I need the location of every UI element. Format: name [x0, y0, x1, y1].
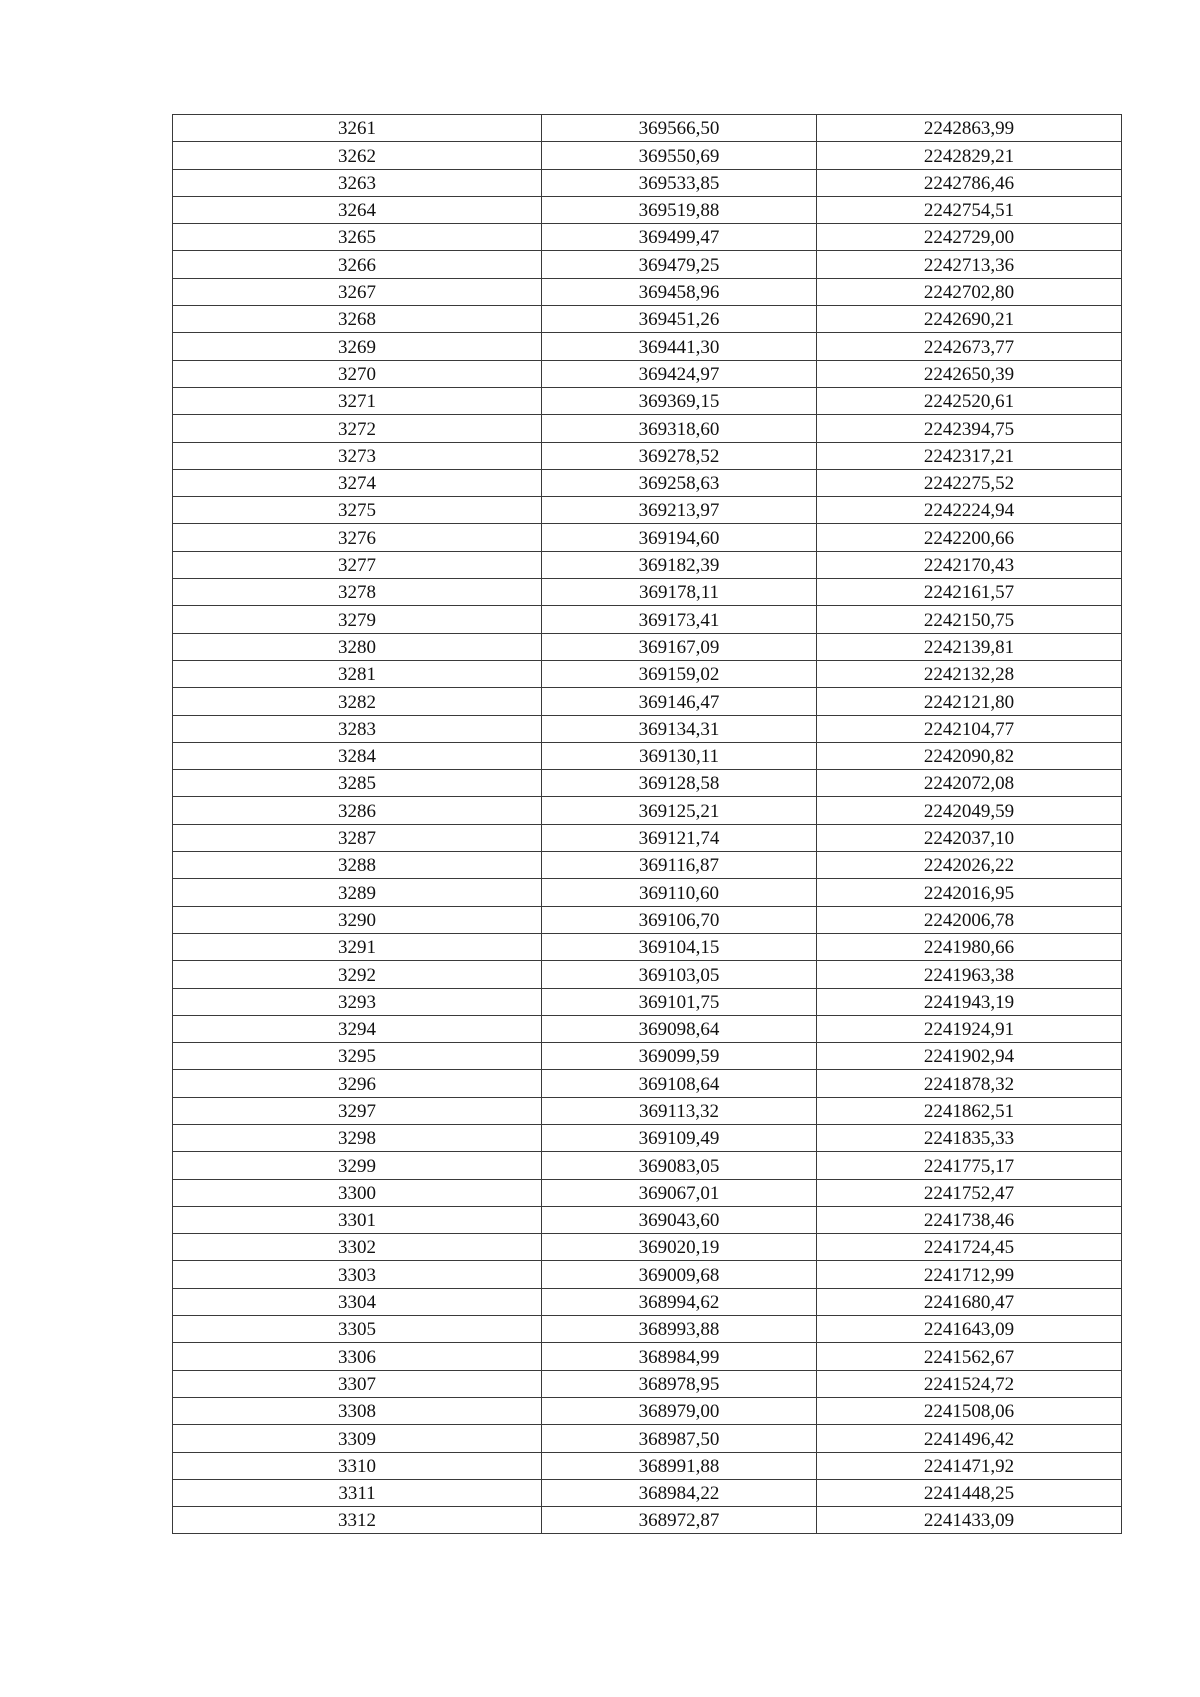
point-number-cell: 3275 [173, 497, 542, 524]
table-row [173, 906, 1122, 933]
x-coordinate-cell: 369099,59 [542, 1043, 817, 1070]
x-coordinate-cell: 369128,58 [542, 770, 817, 797]
point-number-cell: 3282 [173, 688, 542, 715]
y-coordinate-cell: 2241643,09 [817, 1316, 1122, 1343]
table-row [173, 1343, 1122, 1370]
x-coordinate-cell: 369458,96 [542, 278, 817, 305]
point-number-cell: 3266 [173, 251, 542, 278]
point-number-cell: 3294 [173, 1015, 542, 1042]
table-row [173, 442, 1122, 469]
y-coordinate-cell: 2242049,59 [817, 797, 1122, 824]
table-row [173, 1015, 1122, 1042]
y-coordinate-cell: 2241433,09 [817, 1507, 1122, 1534]
table-row [173, 333, 1122, 360]
table-row [173, 1206, 1122, 1233]
point-number-cell: 3269 [173, 333, 542, 360]
x-coordinate-cell: 369043,60 [542, 1206, 817, 1233]
y-coordinate-cell: 2242132,28 [817, 660, 1122, 687]
y-coordinate-cell: 2242520,61 [817, 387, 1122, 414]
table-row [173, 824, 1122, 851]
y-coordinate-cell: 2241980,66 [817, 933, 1122, 960]
table-row [173, 770, 1122, 797]
table-row [173, 1316, 1122, 1343]
y-coordinate-cell: 2242224,94 [817, 497, 1122, 524]
table-row [173, 1043, 1122, 1070]
table-row [173, 1507, 1122, 1534]
y-coordinate-cell: 2241471,92 [817, 1452, 1122, 1479]
point-number-cell: 3301 [173, 1206, 542, 1233]
point-number-cell: 3311 [173, 1479, 542, 1506]
x-coordinate-cell: 368991,88 [542, 1452, 817, 1479]
y-coordinate-cell: 2242713,36 [817, 251, 1122, 278]
table-row [173, 1452, 1122, 1479]
table-row [173, 1479, 1122, 1506]
y-coordinate-cell: 2242161,57 [817, 579, 1122, 606]
y-coordinate-cell: 2242786,46 [817, 169, 1122, 196]
table-row [173, 115, 1122, 142]
x-coordinate-cell: 369441,30 [542, 333, 817, 360]
table-row [173, 1124, 1122, 1151]
y-coordinate-cell: 2242090,82 [817, 742, 1122, 769]
y-coordinate-cell: 2241496,42 [817, 1425, 1122, 1452]
y-coordinate-cell: 2241835,33 [817, 1124, 1122, 1151]
point-number-cell: 3306 [173, 1343, 542, 1370]
point-number-cell: 3299 [173, 1152, 542, 1179]
x-coordinate-cell: 369318,60 [542, 415, 817, 442]
table-row [173, 1425, 1122, 1452]
x-coordinate-cell: 368987,50 [542, 1425, 817, 1452]
y-coordinate-cell: 2242275,52 [817, 469, 1122, 496]
table-row [173, 1370, 1122, 1397]
table-row [173, 961, 1122, 988]
table-row [173, 606, 1122, 633]
y-coordinate-cell: 2241508,06 [817, 1397, 1122, 1424]
x-coordinate-cell: 369146,47 [542, 688, 817, 715]
y-coordinate-cell: 2241902,94 [817, 1043, 1122, 1070]
table-row [173, 988, 1122, 1015]
table-row [173, 1261, 1122, 1288]
table-row [173, 1288, 1122, 1315]
table-row [173, 469, 1122, 496]
x-coordinate-cell: 369083,05 [542, 1152, 817, 1179]
y-coordinate-cell: 2242016,95 [817, 879, 1122, 906]
y-coordinate-cell: 2242139,81 [817, 633, 1122, 660]
table-row [173, 688, 1122, 715]
y-coordinate-cell: 2242690,21 [817, 306, 1122, 333]
point-number-cell: 3298 [173, 1124, 542, 1151]
x-coordinate-cell: 369182,39 [542, 551, 817, 578]
x-coordinate-cell: 369519,88 [542, 196, 817, 223]
table-row [173, 497, 1122, 524]
y-coordinate-cell: 2242170,43 [817, 551, 1122, 578]
table-row [173, 415, 1122, 442]
table-row [173, 1097, 1122, 1124]
y-coordinate-cell: 2241878,32 [817, 1070, 1122, 1097]
point-number-cell: 3307 [173, 1370, 542, 1397]
y-coordinate-cell: 2242754,51 [817, 196, 1122, 223]
point-number-cell: 3293 [173, 988, 542, 1015]
point-number-cell: 3285 [173, 770, 542, 797]
point-number-cell: 3300 [173, 1179, 542, 1206]
coordinates-table-body [173, 115, 1122, 1534]
point-number-cell: 3310 [173, 1452, 542, 1479]
point-number-cell: 3268 [173, 306, 542, 333]
table-row [173, 387, 1122, 414]
x-coordinate-cell: 369178,11 [542, 579, 817, 606]
x-coordinate-cell: 369101,75 [542, 988, 817, 1015]
x-coordinate-cell: 369424,97 [542, 360, 817, 387]
y-coordinate-cell: 2242673,77 [817, 333, 1122, 360]
point-number-cell: 3302 [173, 1234, 542, 1261]
x-coordinate-cell: 369173,41 [542, 606, 817, 633]
point-number-cell: 3267 [173, 278, 542, 305]
table-row [173, 524, 1122, 551]
table-row [173, 660, 1122, 687]
y-coordinate-cell: 2241562,67 [817, 1343, 1122, 1370]
point-number-cell: 3262 [173, 142, 542, 169]
point-number-cell: 3297 [173, 1097, 542, 1124]
point-number-cell: 3276 [173, 524, 542, 551]
table-row [173, 169, 1122, 196]
table-row [173, 1234, 1122, 1261]
point-number-cell: 3295 [173, 1043, 542, 1070]
y-coordinate-cell: 2242317,21 [817, 442, 1122, 469]
x-coordinate-cell: 369479,25 [542, 251, 817, 278]
x-coordinate-cell: 369110,60 [542, 879, 817, 906]
point-number-cell: 3273 [173, 442, 542, 469]
point-number-cell: 3296 [173, 1070, 542, 1097]
x-coordinate-cell: 369213,97 [542, 497, 817, 524]
y-coordinate-cell: 2242006,78 [817, 906, 1122, 933]
table-row [173, 715, 1122, 742]
table-row [173, 142, 1122, 169]
point-number-cell: 3265 [173, 224, 542, 251]
x-coordinate-cell: 369533,85 [542, 169, 817, 196]
x-coordinate-cell: 369451,26 [542, 306, 817, 333]
point-number-cell: 3261 [173, 115, 542, 142]
table-row [173, 1397, 1122, 1424]
y-coordinate-cell: 2242729,00 [817, 224, 1122, 251]
y-coordinate-cell: 2242104,77 [817, 715, 1122, 742]
table-row [173, 306, 1122, 333]
y-coordinate-cell: 2242121,80 [817, 688, 1122, 715]
table-row [173, 224, 1122, 251]
x-coordinate-cell: 368972,87 [542, 1507, 817, 1534]
x-coordinate-cell: 369113,32 [542, 1097, 817, 1124]
point-number-cell: 3305 [173, 1316, 542, 1343]
y-coordinate-cell: 2242026,22 [817, 852, 1122, 879]
point-number-cell: 3286 [173, 797, 542, 824]
table-row [173, 278, 1122, 305]
x-coordinate-cell: 369167,09 [542, 633, 817, 660]
point-number-cell: 3309 [173, 1425, 542, 1452]
x-coordinate-cell: 369134,31 [542, 715, 817, 742]
x-coordinate-cell: 368993,88 [542, 1316, 817, 1343]
x-coordinate-cell: 369125,21 [542, 797, 817, 824]
point-number-cell: 3270 [173, 360, 542, 387]
table-row [173, 1152, 1122, 1179]
table-row [173, 879, 1122, 906]
y-coordinate-cell: 2242150,75 [817, 606, 1122, 633]
table-row [173, 933, 1122, 960]
table-row [173, 633, 1122, 660]
x-coordinate-cell: 369499,47 [542, 224, 817, 251]
y-coordinate-cell: 2241752,47 [817, 1179, 1122, 1206]
x-coordinate-cell: 369550,69 [542, 142, 817, 169]
point-number-cell: 3312 [173, 1507, 542, 1534]
y-coordinate-cell: 2242650,39 [817, 360, 1122, 387]
point-number-cell: 3289 [173, 879, 542, 906]
table-row [173, 579, 1122, 606]
y-coordinate-cell: 2241862,51 [817, 1097, 1122, 1124]
point-number-cell: 3303 [173, 1261, 542, 1288]
point-number-cell: 3304 [173, 1288, 542, 1315]
table-row [173, 1070, 1122, 1097]
table-row [173, 797, 1122, 824]
x-coordinate-cell: 369098,64 [542, 1015, 817, 1042]
point-number-cell: 3288 [173, 852, 542, 879]
point-number-cell: 3277 [173, 551, 542, 578]
x-coordinate-cell: 369009,68 [542, 1261, 817, 1288]
x-coordinate-cell: 369278,52 [542, 442, 817, 469]
x-coordinate-cell: 368994,62 [542, 1288, 817, 1315]
x-coordinate-cell: 369369,15 [542, 387, 817, 414]
point-number-cell: 3287 [173, 824, 542, 851]
y-coordinate-cell: 2242037,10 [817, 824, 1122, 851]
coordinates-table [172, 114, 1122, 1534]
y-coordinate-cell: 2241524,72 [817, 1370, 1122, 1397]
x-coordinate-cell: 369566,50 [542, 115, 817, 142]
y-coordinate-cell: 2242863,99 [817, 115, 1122, 142]
y-coordinate-cell: 2241924,91 [817, 1015, 1122, 1042]
y-coordinate-cell: 2242200,66 [817, 524, 1122, 551]
x-coordinate-cell: 369108,64 [542, 1070, 817, 1097]
point-number-cell: 3272 [173, 415, 542, 442]
y-coordinate-cell: 2241775,17 [817, 1152, 1122, 1179]
point-number-cell: 3290 [173, 906, 542, 933]
x-coordinate-cell: 369130,11 [542, 742, 817, 769]
x-coordinate-cell: 369104,15 [542, 933, 817, 960]
point-number-cell: 3291 [173, 933, 542, 960]
table-row [173, 1179, 1122, 1206]
x-coordinate-cell: 369159,02 [542, 660, 817, 687]
point-number-cell: 3274 [173, 469, 542, 496]
table-row [173, 852, 1122, 879]
x-coordinate-cell: 369121,74 [542, 824, 817, 851]
x-coordinate-cell: 369106,70 [542, 906, 817, 933]
y-coordinate-cell: 2241448,25 [817, 1479, 1122, 1506]
x-coordinate-cell: 368979,00 [542, 1397, 817, 1424]
point-number-cell: 3264 [173, 196, 542, 223]
x-coordinate-cell: 369103,05 [542, 961, 817, 988]
x-coordinate-cell: 369067,01 [542, 1179, 817, 1206]
point-number-cell: 3263 [173, 169, 542, 196]
y-coordinate-cell: 2241724,45 [817, 1234, 1122, 1261]
table-row [173, 742, 1122, 769]
y-coordinate-cell: 2241963,38 [817, 961, 1122, 988]
y-coordinate-cell: 2241712,99 [817, 1261, 1122, 1288]
point-number-cell: 3292 [173, 961, 542, 988]
x-coordinate-cell: 368978,95 [542, 1370, 817, 1397]
table-row [173, 196, 1122, 223]
y-coordinate-cell: 2242702,80 [817, 278, 1122, 305]
y-coordinate-cell: 2241680,47 [817, 1288, 1122, 1315]
y-coordinate-cell: 2241738,46 [817, 1206, 1122, 1233]
point-number-cell: 3280 [173, 633, 542, 660]
table-row [173, 251, 1122, 278]
x-coordinate-cell: 369020,19 [542, 1234, 817, 1261]
y-coordinate-cell: 2242829,21 [817, 142, 1122, 169]
y-coordinate-cell: 2242394,75 [817, 415, 1122, 442]
table-row [173, 360, 1122, 387]
y-coordinate-cell: 2241943,19 [817, 988, 1122, 1015]
point-number-cell: 3271 [173, 387, 542, 414]
point-number-cell: 3284 [173, 742, 542, 769]
x-coordinate-cell: 368984,22 [542, 1479, 817, 1506]
point-number-cell: 3279 [173, 606, 542, 633]
point-number-cell: 3283 [173, 715, 542, 742]
x-coordinate-cell: 369109,49 [542, 1124, 817, 1151]
x-coordinate-cell: 369194,60 [542, 524, 817, 551]
x-coordinate-cell: 369258,63 [542, 469, 817, 496]
x-coordinate-cell: 369116,87 [542, 852, 817, 879]
point-number-cell: 3278 [173, 579, 542, 606]
y-coordinate-cell: 2242072,08 [817, 770, 1122, 797]
point-number-cell: 3308 [173, 1397, 542, 1424]
point-number-cell: 3281 [173, 660, 542, 687]
x-coordinate-cell: 368984,99 [542, 1343, 817, 1370]
table-row [173, 551, 1122, 578]
